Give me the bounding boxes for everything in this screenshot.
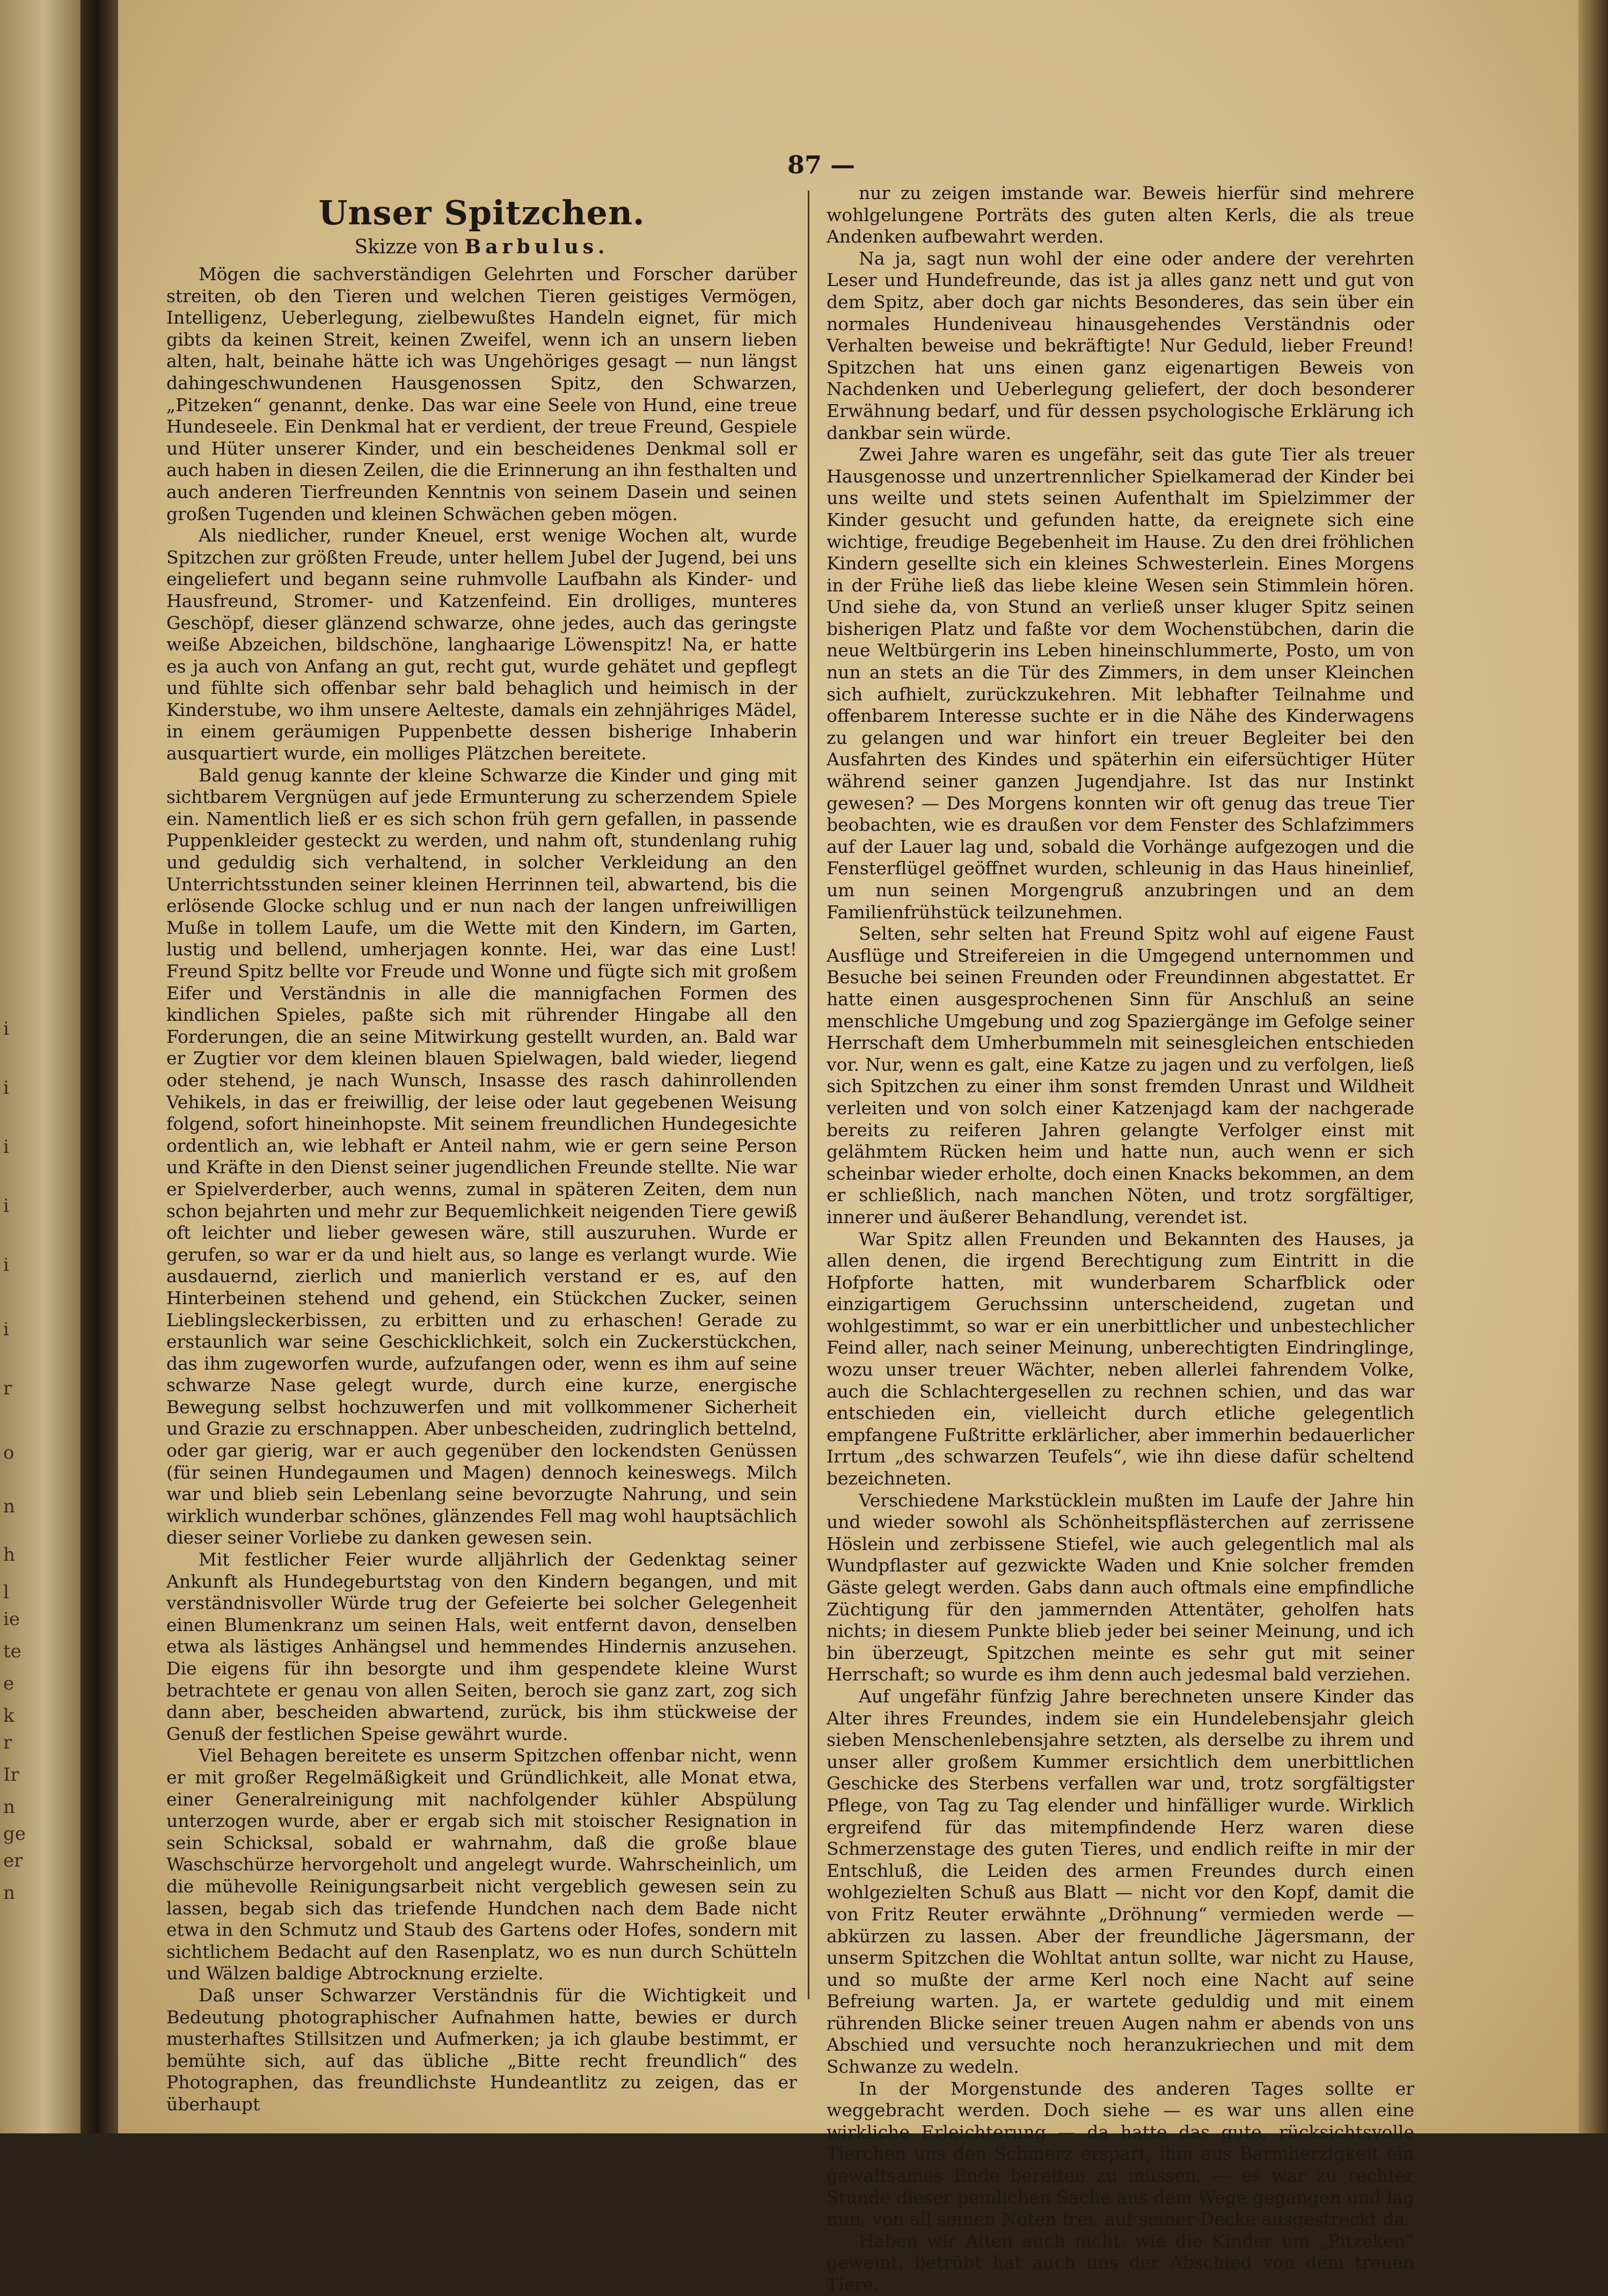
paragraph: Verschiedene Markstücklein mußten im Laufe der Jahre hin und wieder sowohl als Schönheitspflästerchen auf zerrissene Höslein und zerbissene Stiefel, wie auch gelegentlich mal als Wundpflaster auf gezwickte Waden und Knie solcher fremden Gäste gelegt werden. Gabs dann auch oftmals eine empfindliche Züchtigung für den jammernden Attentäter, geholfen hats nichts; in diesem Punkte blieb jeder bei seiner Meinung, und ich bin überzeugt, Spitzchen meinte es sehr gut mit seiner Herrschaft; so wurde es ihm denn auch jedesmal bald verziehen. bbox=[827, 1489, 1414, 1685]
previous-page-fragment: n bbox=[3, 1882, 15, 1904]
paragraph: Haben wir Alten auch nicht, wie die Kinder um „Pitzeken“ geweint, betrübt hat auch uns der Abschied von dem treuen Tiere. bbox=[827, 2230, 1414, 2295]
paragraph: Na ja, sagt nun wohl der eine oder andere der verehrten Leser und Hundefreunde, das ist ja alles ganz nett und gut von dem Spitz, aber doch gar nichts Besonderes, das sein über ein normales Hundeniveau hinausgehendes Verständnis oder Verhalten beweise und bekräftigte! Nur Geduld, lieber Freund! Spitzchen hat uns einen ganz eigenartigen Beweis von Nachdenken und Ueberlegung geliefert, der doch besonderer Erwähnung bedarf, und für dessen psychologische Erklärung ich dankbar sein würde. bbox=[827, 247, 1414, 443]
paragraph: Mögen die sachverständigen Gelehrten und Forscher darüber streiten, ob den Tieren und welchen Tieren geistiges Vermögen, Intelligenz, Ueberlegung, zielbewußtes Handeln eignet, für mich gibts da keinen Streit, keinen Zweifel, wenn ich an unsern lieben alten, halt, beinahe hätte ich was Ungehöriges gesagt — nun längst dahingeschwundenen Hausgenossen Spitz, den Schwarzen, „Pitzeken“ genannt, denke. Das war eine Seele von Hund, eine treue Hundeseele. Ein Denkmal hat er verdient, der treue Freund, Gespiele und Hüter unserer Kinder, und ein bescheidenes Denkmal soll er auch haben in diesen Zeilen, die die Erinnerung an ihn festhalten und auch anderen Tierfreunden Kenntnis von seinem Dasein und seinen großen Tugenden und kleinen Schwächen geben mögen. bbox=[166, 264, 797, 524]
previous-page-fragment: ie bbox=[3, 1608, 20, 1630]
paragraph: Viel Behagen bereitete es unserm Spitzchen offenbar nicht, wenn er mit großer Regelmäßigkeit und Gründlichkeit, alle Monat etwa, einer Generalreinigung mit nachfolgender kühler Abspülung unterzogen wurde, aber er ergab sich mit stoischer Resignation in sein Schicksal, sobald er wahrnahm, daß die große blaue Waschschürze hervorgeholt und angelegt wurde. Wahrscheinlich, um die mühevolle Reinigungsarbeit nicht vergeblich gewesen sein zu lassen, begab sich das triefende Hundchen nach dem Bade nicht etwa in den Schmutz und Staub des Gartens oder Hofes, sondern mit sichtlichem Bedacht auf den Rasenplatz, wo es nun durch Schütteln und Wälzen baldige Abtrocknung erzielte. bbox=[166, 1745, 797, 1984]
article-subtitle bbox=[166, 236, 797, 258]
previous-page-fragment: Ir bbox=[3, 1764, 19, 1786]
previous-page-fragment: n bbox=[3, 1796, 15, 1818]
paragraph: Auf ungefähr fünfzig Jahre berechneten unsere Kinder das Alter ihres Freundes, indem sie ein Hundelebensjahr gleich sieben Menschenlebensjahre setzten, als derselbe zu ihrem und unser aller großem Kummer ersichtlich dem unerbittlichen Geschicke des Sterbens verfallen war und, trotz sorgfältigster Pflege, von Tag zu Tag elender und hinfälliger wurde. Wirklich ergreifend für das mitempfindende Herz waren diese Schmerzenstage des guten Tieres, und endlich reifte in mir der Entschluß, die Leiden des armen Freundes durch einen wohlgezielten Schuß aus Blatt — nicht vor den Kopf, damit die von Fritz Reuter erwähnte „Dröhnung“ vermieden werde — abkürzen zu lassen. Aber der freundliche Jägersmann, der unserm Spitzchen die Wohltat antun sollte, war nicht zu Hause, und so mußte der arme Kerl noch eine Nacht auf seine Befreiung warten. Ja, er wartete geduldig und mit einem rührenden Blicke seiner treuen Augen nahm er abends von uns Abschied und versuchte noch heranzukriechen und mit dem Schwanze zu wedeln. bbox=[827, 1685, 1414, 2078]
article-title: Unser Spitzchen. bbox=[318, 193, 645, 232]
right-column bbox=[827, 182, 1414, 2296]
previous-page-fragment: er bbox=[3, 1850, 23, 1871]
page-number: 87 — bbox=[787, 150, 856, 179]
paragraph: Daß unser Schwarzer Verständnis für die Wichtigkeit und Bedeutung photographischer Aufnahmen hatte, bewies er durch musterhaftes Stillsitzen und Aufmerken; ja ich glaube bestimmt, er bemühte sich, auf das übliche „Bitte recht freundlich“ des Photographen, das freundlichste Hundeantlitz zu zeigen, das er überhaupt bbox=[166, 1984, 797, 2115]
previous-page-fragment: i bbox=[3, 1077, 9, 1099]
previous-page-fragment: i bbox=[3, 1018, 9, 1040]
previous-page-fragment: i bbox=[3, 1195, 9, 1217]
book-gutter bbox=[81, 0, 118, 2133]
previous-page-fragment: te bbox=[3, 1641, 21, 1662]
previous-page-fragment: i bbox=[3, 1319, 9, 1340]
previous-page-fragment: l bbox=[3, 1582, 9, 1603]
previous-page-fragment: r bbox=[3, 1732, 12, 1753]
left-column bbox=[166, 193, 797, 2115]
previous-page-fragment: e bbox=[3, 1673, 14, 1694]
previous-page-fragment: ge bbox=[3, 1823, 26, 1845]
previous-page-fragment: h bbox=[3, 1544, 15, 1566]
previous-page-fragment: i bbox=[3, 1136, 9, 1158]
paragraph: nur zu zeigen imstande war. Beweis hierfür sind mehrere wohlgelungene Porträts des guten alten Kerls, die als treue Andenken aufbewahrt werden. bbox=[827, 182, 1414, 247]
paragraph: Bald genug kannte der kleine Schwarze die Kinder und ging mit sichtbarem Vergnügen auf jede Ermunterung zu scherzendem Spiele ein. Namentlich ließ er es sich schon früh gern gefallen, in passende Puppenkleider gesteckt zu werden, und nahm oft, stundenlang ruhig und geduldig sich verhaltend, in solcher Verkleidung an den Unterrichtsstunden seiner kleinen Herrinnen teil, abwartend, bis die erlösende Glocke schlug und er nun nach der langen unfreiwilligen Muße in tollem Laufe, um die Wette mit den Kindern, im Garten, lustig und bellend, umherjagen konnte. Hei, war das eine Lust! Freund Spitz bellte vor Freude und Wonne und fügte sich mit großem Eifer und Verständnis in alle die mannigfachen Formen des kindlichen Spieles, paßte sich mit rührender Hingabe all den Forderungen, die an seine Mitwirkung gestellt wurden, an. Bald war er Zugtier vor dem kleinen blauen Spielwagen, bald wieder, liegend oder stehend, je nach Wunsch, Insasse des rasch dahinrollenden Vehikels, in das er freiwillig, der leise oder laut gegebenen Weisung folgend, sofort hineinhopste. Mit seinem freundlichen Hundegesichte ordentlich an, wie lebhaft er Anteil nahm, wie er gern seine Person und Kräfte in den Dienst seiner jugendlichen Freunde stellte. Nie war er Spielverderber, auch wenns, zumal in späteren Zeiten, dem nun schon bejahrten und mehr zur Bequemlichkeit neigenden Tiere gewiß oft leichter und lieber gewesen wäre, still auszuruhen. Wurde er gerufen, so war er da und hielt aus, so lange es verlangt wurde. Wie ausdauernd, zierlich und manierlich verstand er es, auf den Hinterbeinen stehend und gehend, ein Stückchen Zucker, seinen Lieblingsleckerbissen, zu erbitten und zu erhaschen! Gerade zu erstaunlich war seine Geschicklichkeit, solch ein Zuckerstückchen, das ihm zugeworfen wurde, aufzufangen oder, wenn es ihm auf seine schwarze Nase gelegt wurde, durch eine kurze, energische Bewegung selbst hochzuwerfen und mit vollkommener Sicherheit und Grazie zu erschnappen. Aber unbescheiden, zudringlich bettelnd, oder gar gierig, war er auch gegenüber den lockendsten Genüssen (für seinen Hundegaumen und Magen) dennoch keineswegs. Milch war und blieb sein Lebenlang seine bevorzugte Nahrung, und sein wirklich wunderbar schönes, glänzendes Fell mag wohl hauptsächlich dieser seiner Vorliebe zu danken gewesen sein. bbox=[166, 764, 797, 1548]
paragraph: Mit festlicher Feier wurde alljährlich der Gedenktag seiner Ankunft als Hundegeburtstag von den Kindern begangen, und mit verständnisvoller Würde trug der Gefeierte bei solcher Gelegenheit einen Blumenkranz um seinen Hals, weit entfernt davon, denselben etwa als lästiges Anhängsel und hemmendes Hindernis anzusehen. Die eigens für ihn besorgte und ihm gespendete kleine Wurst betrachtete er genau von allen Seiten, beroch sie ganz zart, zog sich dann aber, bescheiden abwartend, zurück, bis ihm stückweise der Genuß der festlichen Speise gewährt wurde. bbox=[166, 1549, 797, 1744]
subtitle-prefix: Skizze von bbox=[354, 236, 459, 258]
author-name: Barbulus. bbox=[464, 236, 609, 258]
paragraph: Zwei Jahre waren es ungefähr, seit das gute Tier als treuer Hausgenosse und unzertrennlicher Spielkamerad der Kinder bei uns weilte und stets seinen Aufenthalt im Spielzimmer der Kinder gesucht und gefunden hatte, da ereignete sich eine wichtige, freudige Begebenheit im Hause. Zu den drei fröhlichen Kindern gesellte sich ein kleines Schwesterlein. Eines Morgens in der Frühe ließ das liebe kleine Wesen sein Stimmlein hören. Und siehe da, von Stund an verließ unser kluger Spitz seinen bisherigen Platz und faßte vor dem Wochenstübchen, darin die neue Weltbürgerin ins Leben hineinschlummerte, Posto, um von nun an stets an die Tür des Zimmers, in dem unser Kleinchen sich aufhielt, zurückzukehren. Mit lebhafter Teilnahme und offenbarem Interesse suchte er in die Nähe des Kinderwagens zu gelangen und war hinfort ein treuer Begleiter bei den Ausfahrten des Kindes und späterhin ein eifersüchtiger Hüter während seiner ganzen Jugendjahre. Ist das nur Instinkt gewesen? — Des Morgens konnten wir oft genug das treue Tier beobachten, wie es draußen vor dem Fenster des Schlafzimmers auf der Lauer lag und, sobald die Vorhänge aufgezogen und die Fensterflügel geöffnet wurden, schleunig in das Haus hineinlief, um nun seinen Morgengruß anzubringen und an dem Familienfrühstück teilzunehmen. bbox=[827, 444, 1414, 923]
previous-page-fragment: n bbox=[3, 1496, 15, 1517]
paragraph: Selten, sehr selten hat Freund Spitz wohl auf eigene Faust Ausflüge und Streifereien in die Umgegend unternommen und Besuche bei seinen Freunden oder Freundinnen abgestattet. Er hatte einen ausgesprochenen Sinn für Anschluß an seine menschliche Umgebung und zog Spaziergänge im Gefolge seiner Herrschaft dem Umherbummeln mit seinesgleichen entschieden vor. Nur, wenn es galt, eine Katze zu jagen und zu verfolgen, ließ sich Spitzchen zu einer ihm sonst fremden Unrast und Wildheit verleiten und von solch einer Katzenjagd kam der nachgerade bereits zu reiferen Jahren gelangte Verfolger einst mit gelähmtem Rücken heim und hatte nun, auch wenn er sich scheinbar wieder erholte, doch einen Knacks bekommen, an dem er schließlich, nach manchen Nöten, und trotz sorgfältiger, innerer und äußerer Behandlung, verendet ist. bbox=[827, 923, 1414, 1227]
previous-page-fragment: o bbox=[3, 1442, 14, 1464]
paragraph: War Spitz allen Freunden und Bekannten des Hauses, ja allen denen, die irgend Berechtigung zum Eintritt in die Hofpforte hatten, mit wunderbarem Scharfblick oder einzigartigem Geruchssinn unterscheidend, zugetan und wohlgestimmt, so war er ein unerbittlicher und unbestechlicher Feind aller, nach seiner Meinung, unberechtigten Eindringlinge, wozu unser treuer Wächter, neben allerlei fahrendem Volke, auch die Schlachtergesellen zu rechnen schien, und das war entschieden ein, vielleicht durch etliche gelegentlich empfangene Fußtritte erklärlicher, aber immerhin bedauerlicher Irrtum „des schwarzen Teufels“, wie ihn diese dafür scheltend bezeichneten. bbox=[827, 1228, 1414, 1489]
previous-page-fragment: r bbox=[3, 1378, 12, 1399]
column-divider bbox=[808, 191, 809, 1999]
paragraph: In der Morgenstunde des anderen Tages sollte er weggebracht werden. Doch siehe — es war uns allen eine wirkliche Erleichterung — da hatte das gute, rücksichtsvolle Tierchen uns den Schmerz erspart, ihm aus Barmherzigkeit ein gewaltsames Ende bereiten zu müssen, — es war zu rechter Stunde dieser peinlichen Sache aus dem Wege gegangen und lag nun, von all seinen Nöten frei, auf seiner Decke ausgestreckt da. bbox=[827, 2078, 1414, 2230]
previous-page-fragment: i bbox=[3, 1254, 9, 1276]
previous-page-edge bbox=[0, 0, 81, 2133]
left-column-text bbox=[166, 264, 797, 2115]
previous-page-fragment: k bbox=[3, 1705, 14, 1727]
right-column-text bbox=[827, 182, 1414, 2296]
page-edge bbox=[1578, 0, 1608, 2133]
paragraph: Als niedlicher, runder Kneuel, erst wenige Wochen alt, wurde Spitzchen zur größten Freude, unter hellem Jubel der Jugend, bei uns eingeliefert und begann seine ruhmvolle Laufbahn als Kinder- und Hausfreund, Stromer- und Katzenfeind. Ein drolliges, munteres Geschöpf, dieser glänzend schwarze, ohne jedes, auch das geringste weiße Abzeichen, bildschöne, langhaarige Löwenspitz! Na, er hatte es ja auch von Anfang an gut, recht gut, wurde gehätet und gepflegt und fühlte sich offenbar sehr bald behaglich und heimisch in der Kinderstube, wo ihm unsere Aelteste, damals ein zehnjähriges Mädel, in einem geräumigen Puppenbette dessen bisherige Inhaberin ausquartiert wurde, ein molliges Plätzchen bereitete. bbox=[166, 525, 797, 764]
